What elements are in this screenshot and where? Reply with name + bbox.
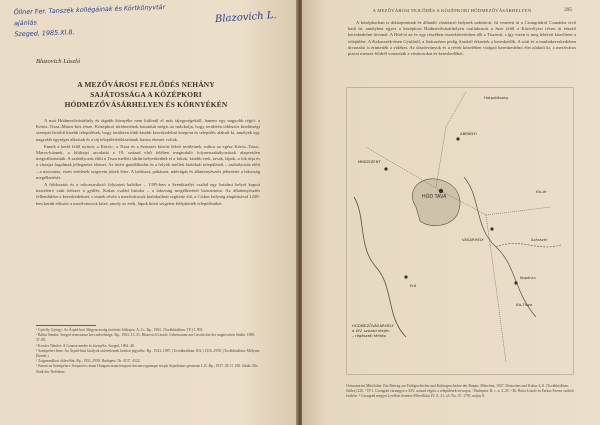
- article-title: [40, 80, 252, 110]
- hod-lake-shape: [412, 179, 460, 226]
- legend-line: a XIV. század elején: [352, 328, 390, 333]
- legend-line: HÓDMEZŐVÁSÁRHELY: [352, 323, 394, 328]
- map-label: Erő: [410, 283, 417, 288]
- body-paragraph: A mai Hódmezővásárhely és tágabb környéke nem különül el más tájegységektől, hanem egy nagyobb régió: a Körös–Tisza–Maros-köz része. Középkori történetének kutatását mégis az indokolja, hogy területén többször kisebbségi szerepet betöltő kisebb települések, hogy területen több kisebb kereskedelmi központ és település alakult ki, amelyek egy nagyobb egységet alkottak és a táj településhálózatának fontos elemei voltak.: [36, 118, 260, 142]
- footnote: ² Bálint Sándor: Szeged reneszánsz kori műveltsége. Bp., 1963. 15–35. Blazovich László: Lebensraum zur Geschichte der ungarischen Städte. 1986. 37–69.: [36, 333, 256, 343]
- legend-line: – régészeti térkép: [352, 333, 386, 338]
- footnote: ³ Kovács Nándor: A Gonosz-meder és környéke. Szeged, 1962. 46.: [36, 343, 135, 348]
- article-body: [36, 118, 260, 208]
- body-paragraph: A középkorban is útközpontnak és állandó vásártartó helynek számított. Itt vezetett át a Csongrádról Csanádra vivő hadi út, amelyben egyes a középkori Hódmezővásárhelyen csatlakozott a Szer felől a Körtvélyesi réven át érkező kereskedelmi útvonal. A Hód-tó az év egy részében összeköttetésben állt a Tiszával, s így vizen is meg lehetett közelíteni a települést. A Kakasszék-énen Gyuláról, a Szárazéren pedig Aradról érkeztek a kereskedők. A sóút és a marhakereskedelem útvonalai is érintették a vidéket. Az útszórványok és a révek közelében virágzó kereskedelmi élet alakult ki, a mezőváros piacai messze földről vonzották a vásárosokat és kereskedőket.: [348, 20, 576, 57]
- szarazer-stream: [496, 243, 561, 247]
- road-line: [436, 92, 466, 187]
- settlement-marker: [490, 227, 493, 230]
- map-label: Szárazér: [531, 237, 548, 242]
- page-number: 395: [564, 7, 573, 13]
- road-line: [486, 215, 506, 362]
- inscription-line: Öllner Fer. Tanszék kollégáinak és Körtkönyvtár: [13, 3, 166, 17]
- footnote: ⁶ Emericus Szentpéteri: Scriptores rerum Hungaricarum tempore ducum regumque stirpis Arpadianae gestarum I–II. Bp., 1937–38. II. 180. Jakab: Die Stadt der Tiefebene.: [36, 364, 258, 374]
- map-label: Kopáncs: [520, 275, 536, 280]
- map-label: VÁSÁRHELY: [462, 237, 484, 242]
- settlement-marker: [514, 281, 517, 284]
- handwritten-signature: Blazovich L.: [214, 9, 277, 26]
- inscription-line: Szeged, 1985.XI.8.: [14, 28, 75, 39]
- left-page: [0, 0, 298, 425]
- title-line: SAJÁTOSSÁGA A KÖZÉPKORI: [90, 90, 202, 99]
- handwritten-inscription: [13, 1, 204, 41]
- map-label: MINDSZENT: [358, 159, 381, 164]
- body-paragraph: A földosztás és a rekonstrukció folytatott balsiker – 1395-ben a Szentkirályi család egy hatalmi helyét kapott tiszteletre csak kétszer a gyűlés, Kakas család birtoka – a lakosság megélhetését biztosította. Az állattenyésztés fellendülése a kereskedelmet, s ennek révén a mezővárosok kialakulását segítette elő, a Csikos helység alapításával 1239-ben került először a mezővárosok közé, amely az erek, lápok közti szigeten felépítették településüket.: [36, 182, 260, 206]
- settlement-marker: [439, 189, 443, 193]
- footnote: ¹ Györffy György: Az Árpád-kori Magyarország történeti földrajza. A–Cs. Bp., 1963. (Továbbiakban: TF.) I. 839.: [36, 328, 204, 332]
- footnote-rule: [36, 325, 96, 326]
- footnotes: [36, 328, 260, 375]
- map-label: Kis-ér: [536, 189, 547, 194]
- right-body: [348, 20, 576, 58]
- map-label: HÓD TAVA: [422, 195, 447, 200]
- map-label: Kis-Tisza: [516, 302, 533, 307]
- settlement-marker: [384, 167, 387, 170]
- map-label: Hatpotószeg: [484, 95, 508, 100]
- footnote: ⁵ Zsigmondkori oklevéltár. Bp., 1951–1958. Budapest. Nr. 4137. 4122.: [36, 359, 141, 364]
- right-page: [302, 0, 600, 425]
- settlement-marker: [404, 275, 407, 278]
- settlement-marker: [456, 137, 459, 140]
- article-author: Blazovich László: [36, 58, 81, 65]
- tisza-river: [354, 197, 406, 337]
- body-paragraph: Ennek a kettő felől nyitott, a Körös-, a Tisza és a Szárazér között fekvő területnek, mikor az egész Körös–Tisza–Maros-köznek, a földrajzi arculatát a 19. század elsõ felében meginduló folyamszabályozások alapvetően megváltoztatták. A szabályozás előtt a Tisza mellett sűrűn helyezkedtek el a fokok, kisebb erek, tavak, lápok, a fok útja és a vízrajzi fogalmak jellegzetes elemei. Az ártéri gazdálkodás és a folyók mellett kialakult települések – szabályozás előtt – a mocsaras, vizes területek szigetein jöttek létre. A halászat, pákászat, nádvágás és állattenyésztés jelentette a lakosság megélhetését.: [36, 143, 260, 180]
- title-line: A MEZŐVÁROSI FEJLŐDÉS NEHÁNY: [77, 80, 215, 89]
- map-legend: [352, 323, 394, 338]
- map-label: ABRÁNYI: [460, 131, 477, 136]
- historical-map: [346, 87, 574, 375]
- kis-tisza-river: [464, 177, 536, 317]
- footnote: ⁴ Szentpéteri Imre: Az Árpád-házi királyok okleveleinek kritikai jegyzéke. Bp., 1923–1987. (Továbbiakban: RA.) 1316–1958. (Továbbiakban: Mályusz Elemér.): [36, 348, 260, 359]
- map-caption: Ortsname im Mittelalter. Ein Beitrag zur Frühgeschichte und Kulturgeschichte des Banats. München, 1937. Deutsches und Kultur 4–8. (Továbbiakban: Stilles) 220. ¹ TF I. Csongrád vármegye a XIV. század végén, a települések tervrajza. ² Budapest. R. c. n. 3–25. ³ Dr. Berta László és Farkas Ferenc szóbeli közlése. ⁴ Csongrád megyei Levéltár Szentes Főlevéltára IV. A. 21. a3. No. 37. 1793. május 8.: [346, 384, 574, 399]
- title-line: HÓDMEZŐVÁSÁRHELYEN ÉS KÖRNYÉKÉN: [64, 100, 228, 109]
- inscription-line: ajánlás: [13, 18, 37, 28]
- running-head: A MEZŐVÁROSI FEJLŐDÉS A KÖZÉPKORI HÓDMEZŐVÁSÁRHELYEN: [372, 8, 532, 13]
